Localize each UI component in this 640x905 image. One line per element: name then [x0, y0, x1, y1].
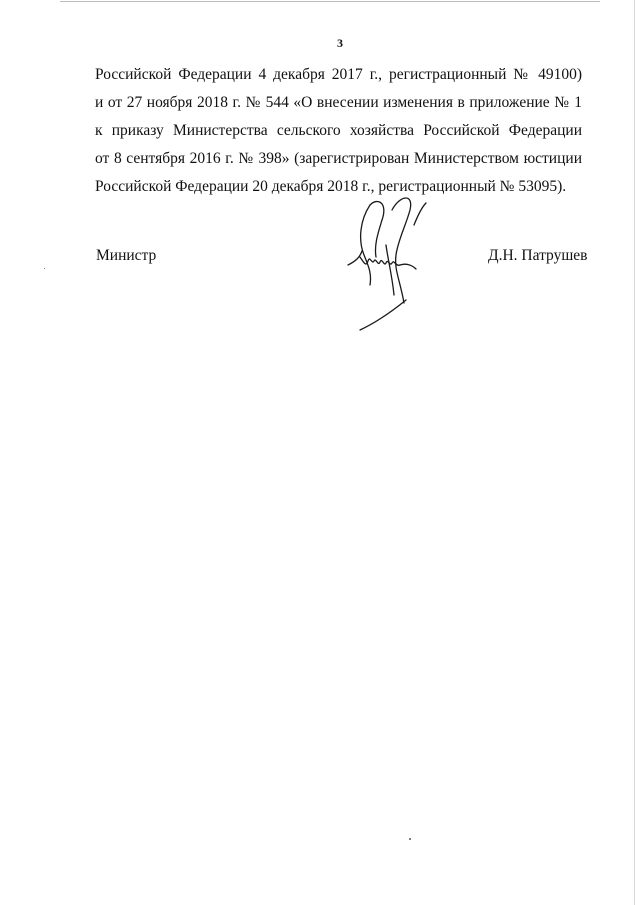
handwritten-signature: [330, 185, 440, 335]
signer-position: Министр: [96, 247, 157, 264]
scan-edge-top: [60, 1, 600, 2]
signer-name: Д.Н. Патрушев: [488, 247, 588, 264]
page-number: 3: [337, 36, 343, 50]
body-line: и от 27 ноября 2018 г. № 544 «О внесении изменения в приложение № 1: [95, 94, 582, 111]
scan-edge-right: [634, 0, 635, 905]
body-line: к приказу Министерства сельского хозяйства Российской Федерации: [95, 122, 582, 139]
body-paragraph: [95, 61, 582, 201]
scan-speck: [409, 838, 411, 840]
scan-speck: [44, 268, 45, 269]
body-line: от 8 сентября 2016 г. № 398» (зарегистрирован Министерством юстиции: [95, 150, 582, 167]
body-line: Российской Федерации 4 декабря 2017 г., регистрационный № 49100): [95, 66, 582, 83]
body-line: Российской Федерации 20 декабря 2018 г., регистрационный № 53095).: [95, 178, 567, 195]
